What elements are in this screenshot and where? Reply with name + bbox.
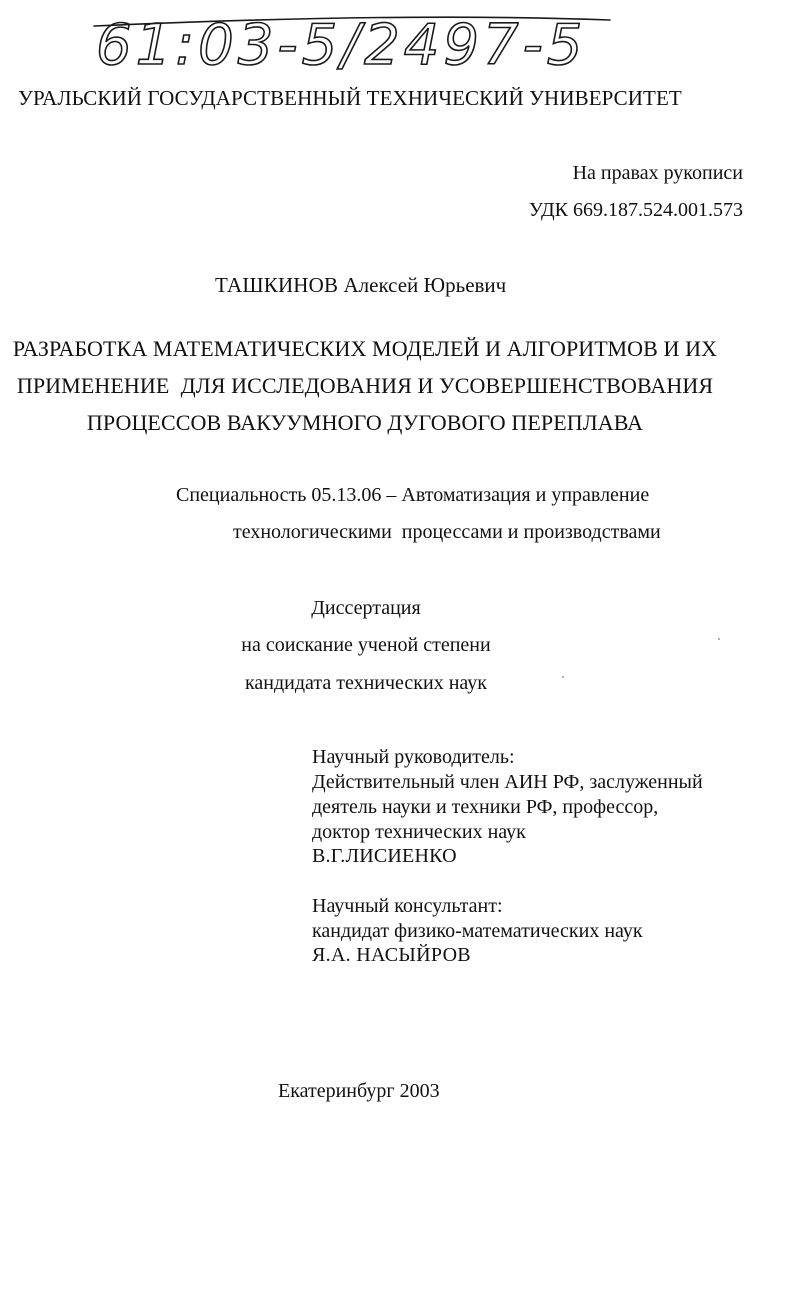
dissertation-type: Диссертация [311,597,421,619]
udk-code: УДК 669.187.524.001.573 [528,199,743,221]
scan-speck [718,638,720,640]
city-year: Екатеринбург 2003 [278,1080,440,1102]
specialty-line: технологическими процессами и производствами [233,521,661,543]
university-name: УРАЛЬСКИЙ ГОСУДАРСТВЕННЫЙ ТЕХНИЧЕСКИЙ УНИВЕРСИТЕТ [18,86,682,110]
advisor-credential: доктор технических наук [312,821,526,843]
specialty-line: Специальность 05.13.06 – Автоматизация и управление [176,484,650,506]
advisor-credential: Действительный член АИН РФ, заслуженный [312,771,703,793]
consultant-name: Я.А. НАСЫЙРОВ [312,944,471,966]
thesis-title-line: РАЗРАБОТКА МАТЕМАТИЧЕСКИХ МОДЕЛЕЙ И АЛГОРИТМОВ И ИХ [12,336,718,361]
thesis-title-line: ПРОЦЕССОВ ВАКУУМНОГО ДУГОВОГО ПЕРЕПЛАВА [86,410,644,435]
author-surname: ТАШКИНОВ [215,273,339,297]
author-name [215,273,506,298]
author-given-names: Алексей Юрьевич [343,273,507,297]
scan-speck [562,676,564,678]
degree-line: кандидата технических наук [244,672,488,694]
advisor-name: В.Г.ЛИСИЕНКО [312,845,457,867]
handwritten-catalog-text: 61:03-5/2497-5 [96,13,587,78]
handwritten-catalog-number [92,6,612,84]
advisor-heading: Научный руководитель: [312,746,515,768]
degree-line: на соискание ученой степени [241,634,491,656]
thesis-title-line: ПРИМЕНЕНИЕ ДЛЯ ИССЛЕДОВАНИЯ И УСОВЕРШЕНСТВОВАНИЯ [16,373,714,398]
consultant-credential: кандидат физико-математических наук [312,920,643,942]
consultant-heading: Научный консультант: [312,895,503,917]
manuscript-rights-note: На правах рукописи [572,162,743,184]
advisor-credential: деятель науки и техники РФ, профессор, [312,796,659,818]
